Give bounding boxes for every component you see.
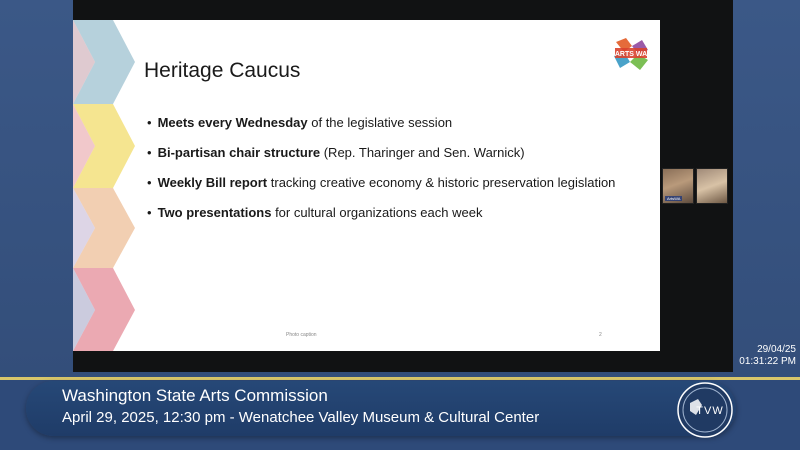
participant-name-tag: ArtsWA: [667, 196, 681, 201]
participant-thumbnails: [662, 168, 728, 204]
presentation-slide: [73, 20, 660, 351]
bullet-item: • Meets every Wednesday of the legislative session: [147, 115, 453, 130]
svg-text:ARTS WA: ARTS WA: [614, 51, 648, 58]
program-subtitle: April 29, 2025, 12:30 pm - Wenatchee Valley Museum & Cultural Center: [62, 409, 540, 426]
participant-video[interactable]: [696, 168, 728, 204]
artswa-logo: [612, 38, 650, 72]
participant-video[interactable]: [662, 168, 694, 204]
photo-caption: Photo caption: [286, 332, 317, 338]
bullet-list: [147, 115, 647, 235]
tvw-logo-icon: [676, 381, 734, 439]
timestamp-time: 01:31:22 PM: [739, 356, 796, 367]
timestamp-date: 29/04/25: [757, 344, 796, 355]
bullet-item: • Weekly Bill report tracking creative economy & historic preservation legislation: [147, 175, 616, 190]
chevron-decoration: [73, 20, 135, 351]
svg-text:TVW: TVW: [696, 405, 724, 417]
slide-title: Heritage Caucus: [144, 59, 301, 82]
program-title: Washington State Arts Commission: [62, 386, 328, 405]
page-number: 2: [599, 332, 602, 338]
bullet-item: • Two presentations for cultural organizations each week: [147, 205, 483, 220]
bullet-item: • Bi-partisan chair structure (Rep. Tharinger and Sen. Warnick): [147, 145, 525, 160]
divider-line: [0, 377, 800, 380]
